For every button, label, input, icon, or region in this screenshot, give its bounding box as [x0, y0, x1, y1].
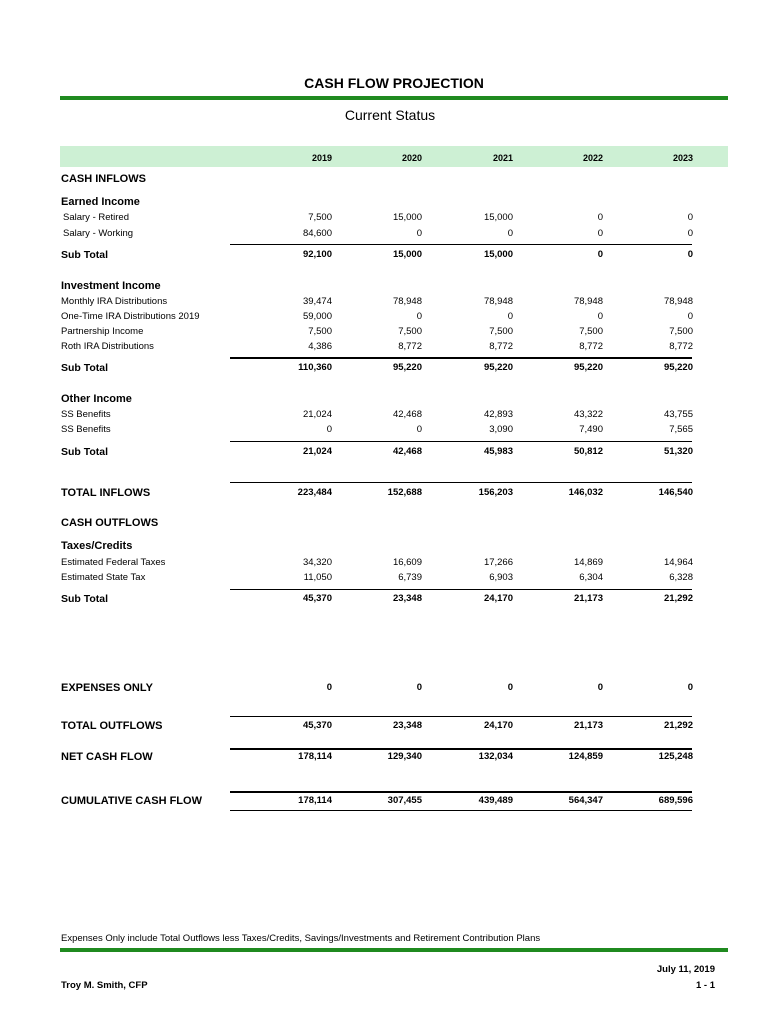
cell: 15,000	[483, 249, 513, 260]
table-row	[0, 212, 768, 226]
cell: 43,755	[663, 409, 693, 420]
cell: 42,893	[483, 409, 513, 420]
cell: 7,490	[579, 424, 603, 435]
cell: 0	[687, 311, 693, 322]
row-label: Sub Total	[61, 593, 109, 605]
cell: 178,114	[298, 751, 332, 762]
table-row	[0, 424, 768, 438]
row-label: SS Benefits	[61, 409, 111, 420]
cell: 0	[507, 311, 513, 322]
table-row	[0, 409, 768, 423]
cell: 95,220	[392, 362, 422, 373]
cell: 7,500	[398, 326, 422, 337]
cell: 129,340	[387, 751, 422, 762]
row-label: Sub Total	[61, 362, 109, 374]
cell: 95,220	[573, 362, 603, 373]
cell: 0	[416, 228, 422, 239]
cell: 84,600	[302, 228, 332, 239]
cell: 8,772	[398, 341, 422, 352]
table-row	[0, 326, 768, 340]
cell: 156,203	[478, 487, 513, 498]
page-subtitle: Current Status	[344, 107, 436, 123]
subtotal-rule	[230, 441, 692, 442]
cash-inflows-heading: CASH INFLOWS	[61, 173, 146, 185]
row-label: Roth IRA Distributions	[61, 341, 154, 352]
cell: 7,500	[669, 326, 693, 337]
cell: 21,292	[663, 593, 693, 604]
cell: 146,032	[568, 487, 603, 498]
cell: 34,320	[302, 557, 332, 568]
row-label: Estimated Federal Taxes	[61, 557, 166, 568]
cell: 21,024	[302, 409, 332, 420]
cell: 45,370	[302, 593, 332, 604]
cell: 564,347	[568, 795, 603, 806]
cell: 21,024	[302, 446, 332, 457]
cash-outflows-heading: CASH OUTFLOWS	[61, 517, 159, 529]
preparer-name: Troy M. Smith, CFP	[61, 980, 148, 991]
cell: 78,948	[392, 296, 422, 307]
subtotal-row	[0, 249, 768, 263]
table-row	[0, 228, 768, 242]
earned-income-heading: Earned Income	[61, 196, 140, 208]
cell: 42,468	[392, 409, 422, 420]
cell: 95,220	[483, 362, 513, 373]
row-label: Salary - Retired	[63, 212, 129, 223]
cell: 6,304	[579, 572, 603, 583]
row-label: Partnership Income	[61, 326, 144, 337]
cell: 6,739	[398, 572, 422, 583]
cell: 17,266	[483, 557, 513, 568]
year-header-2022: 2022	[582, 153, 603, 163]
cell: 3,090	[489, 424, 513, 435]
expenses-only-row	[0, 682, 768, 696]
cell: 0	[507, 682, 513, 693]
subtotal-rule	[230, 244, 692, 245]
cell: 689,596	[658, 795, 693, 806]
cell: 24,170	[483, 593, 513, 604]
subtotal-row	[0, 446, 768, 460]
other-income-heading: Other Income	[61, 393, 132, 405]
title-rule	[60, 96, 728, 100]
cell: 39,474	[302, 296, 332, 307]
cell: 0	[597, 249, 603, 260]
cell: 0	[687, 212, 693, 223]
row-label: EXPENSES ONLY	[61, 682, 153, 694]
cumulative-bottom-rule	[230, 810, 692, 811]
row-label: One-Time IRA Distributions 2019	[61, 311, 200, 322]
cell: 7,500	[308, 326, 332, 337]
cell: 307,455	[387, 795, 422, 806]
row-label: Sub Total	[61, 249, 109, 261]
subtotal-rule	[230, 589, 692, 590]
subtotal-row	[0, 593, 768, 607]
year-header-2019: 2019	[311, 153, 332, 163]
cell: 15,000	[483, 212, 513, 223]
cell: 11,050	[303, 572, 332, 583]
investment-income-heading: Investment Income	[61, 280, 161, 292]
taxes-credits-heading: Taxes/Credits	[61, 540, 133, 552]
cell: 78,948	[573, 296, 603, 307]
table-row	[0, 572, 768, 586]
net-cash-flow-row	[0, 751, 768, 765]
cell: 7,500	[308, 212, 332, 223]
cell: 24,170	[483, 720, 513, 731]
cell: 0	[687, 228, 693, 239]
cell: 152,688	[387, 487, 422, 498]
cell: 14,869	[573, 557, 603, 568]
cell: 43,322	[573, 409, 603, 420]
cell: 21,292	[663, 720, 693, 731]
cell: 124,859	[568, 751, 603, 762]
cell: 0	[416, 311, 422, 322]
row-label: NET CASH FLOW	[61, 751, 153, 763]
table-row	[0, 311, 768, 325]
cell: 14,964	[663, 557, 693, 568]
cell: 95,220	[663, 362, 693, 373]
cell: 6,903	[489, 572, 513, 583]
cell: 0	[687, 682, 693, 693]
year-header-2020: 2020	[401, 153, 422, 163]
cumulative-top-rule	[230, 791, 692, 793]
cell: 0	[687, 249, 693, 260]
subtotal-rule	[230, 357, 692, 359]
cell: 8,772	[579, 341, 603, 352]
row-label: Monthly IRA Distributions	[61, 296, 168, 307]
row-label: Sub Total	[61, 446, 109, 458]
cell: 7,565	[669, 424, 693, 435]
cell: 21,173	[573, 593, 603, 604]
year-header-2023: 2023	[672, 153, 693, 163]
cell: 0	[416, 424, 422, 435]
row-label: TOTAL INFLOWS	[61, 487, 151, 499]
cell: 15,000	[392, 249, 422, 260]
footer-rule	[60, 948, 728, 952]
cell: 0	[597, 228, 603, 239]
footer-date: July 11, 2019	[656, 964, 715, 975]
cell: 6,328	[669, 572, 693, 583]
row-label: SS Benefits	[61, 424, 111, 435]
cell: 0	[597, 212, 603, 223]
row-label: TOTAL OUTFLOWS	[61, 720, 163, 732]
row-label: Estimated State Tax	[61, 572, 146, 583]
total-inflows-rule	[230, 482, 692, 483]
cell: 78,948	[663, 296, 693, 307]
cell: 45,983	[483, 446, 513, 457]
table-row	[0, 341, 768, 355]
cell: 0	[326, 682, 332, 693]
table-row	[0, 557, 768, 571]
cell: 0	[326, 424, 332, 435]
cell: 132,034	[478, 751, 513, 762]
cell: 7,500	[489, 326, 513, 337]
net-cash-flow-rule	[230, 748, 692, 750]
cell: 45,370	[302, 720, 332, 731]
cell: 146,540	[658, 487, 693, 498]
cell: 7,500	[579, 326, 603, 337]
cell: 125,248	[658, 751, 693, 762]
cell: 0	[507, 228, 513, 239]
row-label: CUMULATIVE CASH FLOW	[61, 795, 202, 807]
page-number: 1 - 1	[695, 980, 715, 991]
cell: 16,609	[392, 557, 422, 568]
cell: 178,114	[298, 795, 332, 806]
cell: 439,489	[478, 795, 513, 806]
total-outflows-rule	[230, 716, 692, 717]
subtotal-row	[0, 362, 768, 376]
cell: 0	[597, 311, 603, 322]
cell: 42,468	[392, 446, 422, 457]
cell: 4,386	[308, 341, 332, 352]
cumulative-cash-flow-row	[0, 795, 768, 809]
page-title: CASH FLOW PROJECTION	[304, 75, 484, 91]
cell: 51,320	[663, 446, 693, 457]
cell: 59,000	[302, 311, 332, 322]
cell: 78,948	[483, 296, 513, 307]
table-row	[0, 296, 768, 310]
cell: 8,772	[489, 341, 513, 352]
cell: 0	[597, 682, 603, 693]
cell: 0	[416, 682, 422, 693]
year-header-2021: 2021	[492, 153, 513, 163]
cell: 21,173	[573, 720, 603, 731]
total-outflows-row	[0, 720, 768, 734]
cell: 92,100	[302, 249, 332, 260]
cell: 23,348	[392, 720, 422, 731]
cell: 8,772	[669, 341, 693, 352]
cell: 223,484	[297, 487, 332, 498]
cell: 110,360	[298, 362, 332, 373]
total-inflows-row	[0, 487, 768, 501]
row-label: Salary - Working	[63, 228, 134, 239]
cell: 15,000	[392, 212, 422, 223]
cell: 23,348	[392, 593, 422, 604]
footnote: Expenses Only include Total Outflows less Taxes/Credits, Savings/Investments and Retirement Contribution Plans	[61, 933, 541, 944]
cell: 50,812	[573, 446, 603, 457]
